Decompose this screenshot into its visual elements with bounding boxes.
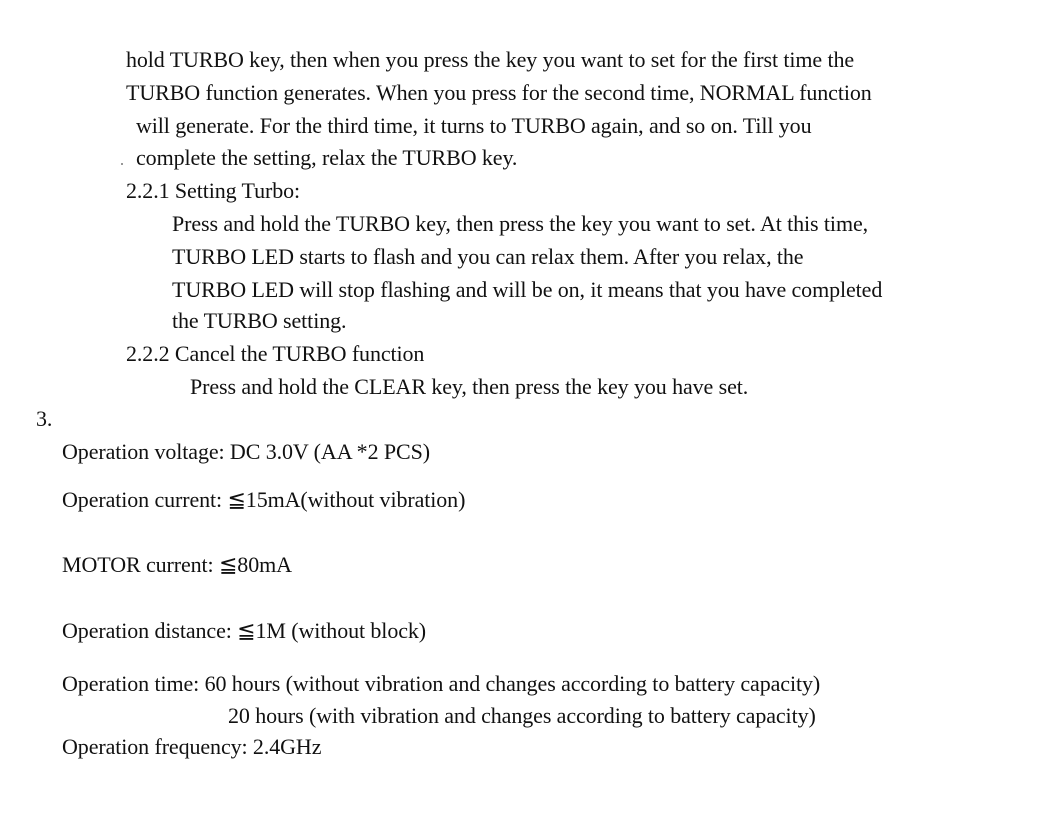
spec-frequency: Operation frequency: 2.4GHz: [62, 734, 322, 759]
section-222-heading: 2.2.2 Cancel the TURBO function: [126, 341, 425, 366]
section-222-line: Press and hold the CLEAR key, then press the key you have set.: [190, 374, 749, 399]
intro-line-3: will generate. For the third time, it turns to TURBO again, and so on. Till you: [136, 113, 812, 138]
spec-voltage: Operation voltage: DC 3.0V (AA *2 PCS): [62, 439, 430, 464]
spec-time-line-2: 20 hours (with vibration and changes according to battery capacity): [228, 703, 816, 728]
spec-time-line-1: Operation time: 60 hours (without vibration and changes according to battery capacity): [62, 671, 821, 696]
section-221-line-2: TURBO LED starts to flash and you can relax them. After you relax, the: [172, 244, 804, 269]
spec-motor-current: MOTOR current: ≦80mA: [62, 552, 292, 577]
intro-line-1: hold TURBO key, then when you press the key you want to set for the first time the: [126, 47, 855, 72]
spec-distance: Operation distance: ≦1M (without block): [62, 618, 427, 643]
section-221-line-4: the TURBO setting.: [172, 308, 347, 333]
intro-line-2: TURBO function generates. When you press for the second time, NORMAL function: [126, 80, 872, 105]
spec-current: Operation current: ≦15mA(without vibration): [62, 487, 466, 512]
section-221-line-3: TURBO LED will stop flashing and will be on, it means that you have completed: [172, 277, 883, 302]
intro-line-4: complete the setting, relax the TURBO key.: [136, 145, 518, 170]
section-3-number: 3.: [36, 406, 53, 431]
section-221-heading: 2.2.1 Setting Turbo:: [126, 178, 301, 203]
scan-speck: [121, 163, 123, 165]
section-221-line-1: Press and hold the TURBO key, then press the key you want to set. At this time,: [172, 211, 869, 236]
